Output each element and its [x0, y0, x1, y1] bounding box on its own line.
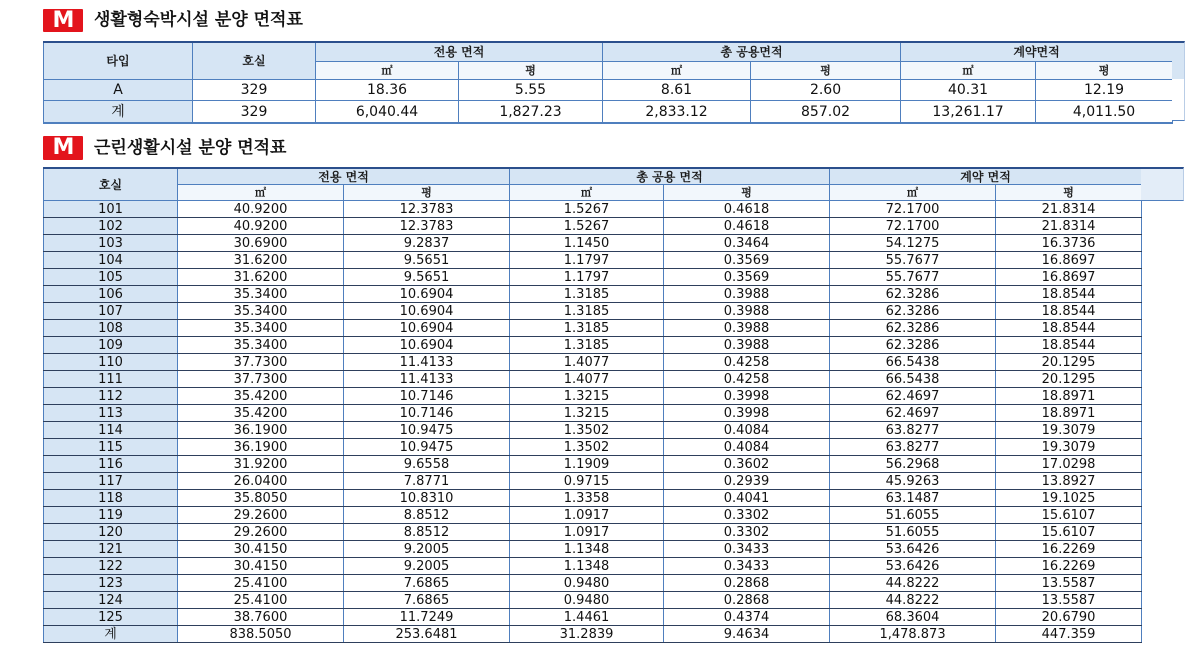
table-row — [44, 286, 1142, 303]
exclusive-pyeong-cell: 11.4133 — [344, 354, 510, 371]
room-cell: 104 — [44, 252, 178, 269]
brand-logo: M — [43, 9, 83, 32]
contract-pyeong-cell: 13.5587 — [996, 575, 1142, 592]
exclusive-pyeong-cell: 10.7146 — [344, 405, 510, 422]
common-m2-cell: 1.0917 — [510, 507, 664, 524]
contract-m2-cell: 63.8277 — [830, 422, 996, 439]
lodging-area-table — [43, 41, 1173, 124]
common-m2-cell: 1.3185 — [510, 286, 664, 303]
contract-m2-cell: 63.1487 — [830, 490, 996, 507]
exclusive-pyeong-cell: 1,827.23 — [459, 101, 603, 124]
header-room: 호실 — [44, 168, 178, 201]
common-pyeong-cell: 0.4258 — [664, 354, 830, 371]
exclusive-pyeong-cell: 9.6558 — [344, 456, 510, 473]
exclusive-m2-cell: 35.3400 — [178, 320, 344, 337]
header-common-area: 총 공용면적 — [603, 42, 901, 62]
exclusive-m2-cell: 35.4200 — [178, 405, 344, 422]
exclusive-m2-cell: 35.3400 — [178, 337, 344, 354]
contract-pyeong-cell: 19.3079 — [996, 422, 1142, 439]
exclusive-m2-cell: 31.6200 — [178, 252, 344, 269]
table-row — [44, 337, 1142, 354]
contract-pyeong-cell: 18.8544 — [996, 303, 1142, 320]
exclusive-m2-cell: 6,040.44 — [316, 101, 459, 124]
contract-pyeong-cell: 16.2269 — [996, 541, 1142, 558]
header-exclusive-area: 전용 면적 — [178, 168, 510, 185]
header-common-area: 총 공용 면적 — [510, 168, 830, 185]
exclusive-pyeong-cell: 7.6865 — [344, 592, 510, 609]
table-row — [44, 80, 1173, 101]
exclusive-m2-cell: 30.6900 — [178, 235, 344, 252]
room-cell: 117 — [44, 473, 178, 490]
exclusive-m2-cell: 25.4100 — [178, 575, 344, 592]
header-unit-pyeong: 평 — [459, 62, 603, 80]
room-count-cell: 329 — [193, 101, 316, 124]
table-row — [44, 507, 1142, 524]
table-row — [44, 354, 1142, 371]
table-row — [44, 626, 1142, 643]
table-row — [44, 592, 1142, 609]
common-pyeong-cell: 0.4618 — [664, 201, 830, 218]
exclusive-pyeong-cell: 9.5651 — [344, 269, 510, 286]
header-unit-pyeong: 평 — [664, 185, 830, 201]
exclusive-pyeong-cell: 9.5651 — [344, 252, 510, 269]
exclusive-pyeong-cell: 11.4133 — [344, 371, 510, 388]
common-m2-cell: 1.1797 — [510, 269, 664, 286]
common-m2-cell: 1.3215 — [510, 405, 664, 422]
contract-pyeong-cell: 13.5587 — [996, 592, 1142, 609]
contract-m2-cell: 68.3604 — [830, 609, 996, 626]
room-cell: 101 — [44, 201, 178, 218]
room-cell: 123 — [44, 575, 178, 592]
common-m2-cell: 1.3185 — [510, 303, 664, 320]
header-unit-m2: ㎡ — [603, 62, 751, 80]
exclusive-pyeong-cell: 9.2005 — [344, 558, 510, 575]
table-row — [44, 371, 1142, 388]
exclusive-m2-cell: 30.4150 — [178, 558, 344, 575]
contract-pyeong-cell: 15.6107 — [996, 507, 1142, 524]
exclusive-m2-cell: 838.5050 — [178, 626, 344, 643]
contract-m2-cell: 51.6055 — [830, 507, 996, 524]
common-m2-cell: 0.9480 — [510, 592, 664, 609]
common-pyeong-cell: 0.3464 — [664, 235, 830, 252]
table-row — [44, 252, 1142, 269]
header-unit-m2: ㎡ — [316, 62, 459, 80]
exclusive-pyeong-cell: 12.3783 — [344, 201, 510, 218]
room-cell: 115 — [44, 439, 178, 456]
room-cell: 102 — [44, 218, 178, 235]
common-pyeong-cell: 0.4618 — [664, 218, 830, 235]
table-row — [44, 490, 1142, 507]
common-pyeong-cell: 0.3988 — [664, 303, 830, 320]
common-m2-cell: 1.4077 — [510, 371, 664, 388]
header-unit-pyeong: 평 — [751, 62, 901, 80]
contract-pyeong-cell: 20.1295 — [996, 371, 1142, 388]
exclusive-m2-cell: 25.4100 — [178, 592, 344, 609]
exclusive-pyeong-cell: 10.8310 — [344, 490, 510, 507]
exclusive-m2-cell: 18.36 — [316, 80, 459, 101]
contract-pyeong-cell: 21.8314 — [996, 218, 1142, 235]
table-row — [44, 320, 1142, 337]
exclusive-m2-cell: 35.3400 — [178, 286, 344, 303]
exclusive-m2-cell: 29.2600 — [178, 524, 344, 541]
common-pyeong-cell: 9.4634 — [664, 626, 830, 643]
common-m2-cell: 8.61 — [603, 80, 751, 101]
common-pyeong-cell: 0.3302 — [664, 507, 830, 524]
common-pyeong-cell: 0.4374 — [664, 609, 830, 626]
contract-pyeong-cell: 16.8697 — [996, 269, 1142, 286]
contract-m2-cell: 72.1700 — [830, 201, 996, 218]
contract-m2-cell: 62.3286 — [830, 303, 996, 320]
common-pyeong-cell: 0.3998 — [664, 405, 830, 422]
contract-m2-cell: 55.7677 — [830, 269, 996, 286]
exclusive-pyeong-cell: 11.7249 — [344, 609, 510, 626]
contract-m2-cell: 1,478.873 — [830, 626, 996, 643]
room-cell: 108 — [44, 320, 178, 337]
room-cell: 121 — [44, 541, 178, 558]
common-m2-cell: 1.3502 — [510, 439, 664, 456]
common-pyeong-cell: 0.2939 — [664, 473, 830, 490]
room-cell: 계 — [44, 626, 178, 643]
header-contract-area: 계약 면적 — [830, 168, 1142, 185]
contract-m2-cell: 55.7677 — [830, 252, 996, 269]
exclusive-m2-cell: 35.3400 — [178, 303, 344, 320]
common-m2-cell: 1.1909 — [510, 456, 664, 473]
common-m2-cell: 2,833.12 — [603, 101, 751, 124]
common-pyeong-cell: 0.3302 — [664, 524, 830, 541]
table-row — [44, 218, 1142, 235]
room-cell: 109 — [44, 337, 178, 354]
room-cell: 116 — [44, 456, 178, 473]
table-row — [44, 609, 1142, 626]
exclusive-pyeong-cell: 10.7146 — [344, 388, 510, 405]
exclusive-pyeong-cell: 10.6904 — [344, 320, 510, 337]
contract-pyeong-cell: 16.2269 — [996, 558, 1142, 575]
table-row — [44, 456, 1142, 473]
common-pyeong-cell: 0.3433 — [664, 541, 830, 558]
common-m2-cell: 1.3185 — [510, 337, 664, 354]
exclusive-m2-cell: 31.9200 — [178, 456, 344, 473]
common-pyeong-cell: 857.02 — [751, 101, 901, 124]
room-cell: 120 — [44, 524, 178, 541]
common-m2-cell: 31.2839 — [510, 626, 664, 643]
table-row — [44, 473, 1142, 490]
exclusive-m2-cell: 40.9200 — [178, 218, 344, 235]
room-cell: 105 — [44, 269, 178, 286]
common-m2-cell: 1.3502 — [510, 422, 664, 439]
room-cell: 113 — [44, 405, 178, 422]
exclusive-pyeong-cell: 10.6904 — [344, 303, 510, 320]
table-row — [44, 235, 1142, 252]
header-room: 호실 — [193, 42, 316, 80]
exclusive-pyeong-cell: 9.2005 — [344, 541, 510, 558]
room-cell: 112 — [44, 388, 178, 405]
table-edge-column — [1141, 167, 1184, 201]
room-cell: 125 — [44, 609, 178, 626]
table-row — [44, 541, 1142, 558]
exclusive-pyeong-cell: 10.9475 — [344, 439, 510, 456]
contract-m2-cell: 13,261.17 — [901, 101, 1036, 124]
exclusive-pyeong-cell: 10.9475 — [344, 422, 510, 439]
common-m2-cell: 1.3358 — [510, 490, 664, 507]
header-unit-pyeong: 평 — [996, 185, 1142, 201]
exclusive-pyeong-cell: 5.55 — [459, 80, 603, 101]
header-exclusive-area: 전용 면적 — [316, 42, 603, 62]
contract-m2-cell: 62.3286 — [830, 337, 996, 354]
section-title-retail: 근린생활시설 분양 면적표 — [94, 138, 287, 158]
table-row — [44, 422, 1142, 439]
table-row — [44, 201, 1142, 218]
contract-pyeong-cell: 18.8544 — [996, 286, 1142, 303]
contract-m2-cell: 54.1275 — [830, 235, 996, 252]
room-cell: 124 — [44, 592, 178, 609]
header-contract-area: 계약면적 — [901, 42, 1173, 62]
common-pyeong-cell: 0.2868 — [664, 592, 830, 609]
header-type: 타입 — [44, 42, 193, 80]
contract-pyeong-cell: 16.8697 — [996, 252, 1142, 269]
contract-pyeong-cell: 12.19 — [1036, 80, 1173, 101]
room-cell: 110 — [44, 354, 178, 371]
room-cell: 107 — [44, 303, 178, 320]
room-cell: 106 — [44, 286, 178, 303]
room-cell: 111 — [44, 371, 178, 388]
exclusive-m2-cell: 29.2600 — [178, 507, 344, 524]
room-count-cell: 329 — [193, 80, 316, 101]
exclusive-pyeong-cell: 8.8512 — [344, 507, 510, 524]
room-cell: 122 — [44, 558, 178, 575]
contract-pyeong-cell: 15.6107 — [996, 524, 1142, 541]
exclusive-pyeong-cell: 12.3783 — [344, 218, 510, 235]
common-pyeong-cell: 0.3602 — [664, 456, 830, 473]
table-row — [44, 101, 1173, 124]
contract-m2-cell: 53.6426 — [830, 558, 996, 575]
common-pyeong-cell: 0.3988 — [664, 320, 830, 337]
exclusive-pyeong-cell: 10.6904 — [344, 337, 510, 354]
contract-m2-cell: 53.6426 — [830, 541, 996, 558]
contract-pyeong-cell: 16.3736 — [996, 235, 1142, 252]
table-row — [44, 558, 1142, 575]
table-row — [44, 388, 1142, 405]
contract-m2-cell: 40.31 — [901, 80, 1036, 101]
contract-m2-cell: 62.4697 — [830, 388, 996, 405]
common-m2-cell: 1.1450 — [510, 235, 664, 252]
room-cell: 114 — [44, 422, 178, 439]
header-unit-m2: ㎡ — [510, 185, 664, 201]
exclusive-m2-cell: 31.6200 — [178, 269, 344, 286]
table-row — [44, 575, 1142, 592]
contract-pyeong-cell: 19.1025 — [996, 490, 1142, 507]
contract-pyeong-cell: 20.6790 — [996, 609, 1142, 626]
header-unit-m2: ㎡ — [178, 185, 344, 201]
contract-m2-cell: 66.5438 — [830, 371, 996, 388]
section-title-lodging: 생활형숙박시설 분양 면적표 — [94, 10, 303, 30]
contract-pyeong-cell: 18.8544 — [996, 320, 1142, 337]
exclusive-pyeong-cell: 7.6865 — [344, 575, 510, 592]
contract-m2-cell: 56.2968 — [830, 456, 996, 473]
common-m2-cell: 1.3185 — [510, 320, 664, 337]
exclusive-pyeong-cell: 8.8512 — [344, 524, 510, 541]
table-row — [44, 405, 1142, 422]
common-m2-cell: 1.0917 — [510, 524, 664, 541]
common-pyeong-cell: 0.4258 — [664, 371, 830, 388]
common-pyeong-cell: 0.3988 — [664, 337, 830, 354]
exclusive-m2-cell: 30.4150 — [178, 541, 344, 558]
contract-m2-cell: 66.5438 — [830, 354, 996, 371]
table-row — [44, 269, 1142, 286]
exclusive-m2-cell: 38.7600 — [178, 609, 344, 626]
contract-m2-cell: 72.1700 — [830, 218, 996, 235]
common-pyeong-cell: 2.60 — [751, 80, 901, 101]
common-m2-cell: 0.9480 — [510, 575, 664, 592]
room-cell: 119 — [44, 507, 178, 524]
contract-pyeong-cell: 13.8927 — [996, 473, 1142, 490]
common-pyeong-cell: 0.3569 — [664, 252, 830, 269]
common-pyeong-cell: 0.3988 — [664, 286, 830, 303]
type-cell: 계 — [44, 101, 193, 124]
common-pyeong-cell: 0.2868 — [664, 575, 830, 592]
exclusive-m2-cell: 37.7300 — [178, 371, 344, 388]
exclusive-m2-cell: 36.1900 — [178, 439, 344, 456]
contract-m2-cell: 44.8222 — [830, 575, 996, 592]
table-edge-column — [1172, 41, 1185, 121]
exclusive-pyeong-cell: 10.6904 — [344, 286, 510, 303]
contract-m2-cell: 62.3286 — [830, 320, 996, 337]
header-unit-m2: ㎡ — [830, 185, 996, 201]
table-row — [44, 524, 1142, 541]
exclusive-m2-cell: 37.7300 — [178, 354, 344, 371]
common-m2-cell: 1.1797 — [510, 252, 664, 269]
contract-pyeong-cell: 18.8971 — [996, 388, 1142, 405]
header-unit-pyeong: 평 — [344, 185, 510, 201]
contract-pyeong-cell: 21.8314 — [996, 201, 1142, 218]
contract-m2-cell: 45.9263 — [830, 473, 996, 490]
common-pyeong-cell: 0.3569 — [664, 269, 830, 286]
contract-pyeong-cell: 18.8971 — [996, 405, 1142, 422]
room-cell: 103 — [44, 235, 178, 252]
common-pyeong-cell: 0.4041 — [664, 490, 830, 507]
common-pyeong-cell: 0.3998 — [664, 388, 830, 405]
common-m2-cell: 1.5267 — [510, 201, 664, 218]
contract-pyeong-cell: 17.0298 — [996, 456, 1142, 473]
contract-pyeong-cell: 19.3079 — [996, 439, 1142, 456]
contract-pyeong-cell: 18.8544 — [996, 337, 1142, 354]
type-cell: A — [44, 80, 193, 101]
common-m2-cell: 1.1348 — [510, 541, 664, 558]
brand-logo: M — [43, 136, 83, 160]
retail-area-table — [43, 167, 1142, 643]
exclusive-m2-cell: 36.1900 — [178, 422, 344, 439]
room-cell: 118 — [44, 490, 178, 507]
common-m2-cell: 1.5267 — [510, 218, 664, 235]
common-m2-cell: 0.9715 — [510, 473, 664, 490]
exclusive-m2-cell: 35.4200 — [178, 388, 344, 405]
contract-pyeong-cell: 20.1295 — [996, 354, 1142, 371]
contract-pyeong-cell: 4,011.50 — [1036, 101, 1173, 124]
exclusive-pyeong-cell: 7.8771 — [344, 473, 510, 490]
header-unit-pyeong: 평 — [1036, 62, 1173, 80]
common-pyeong-cell: 0.3433 — [664, 558, 830, 575]
exclusive-m2-cell: 35.8050 — [178, 490, 344, 507]
exclusive-pyeong-cell: 253.6481 — [344, 626, 510, 643]
common-pyeong-cell: 0.4084 — [664, 439, 830, 456]
exclusive-pyeong-cell: 9.2837 — [344, 235, 510, 252]
common-m2-cell: 1.4461 — [510, 609, 664, 626]
contract-pyeong-cell: 447.359 — [996, 626, 1142, 643]
contract-m2-cell: 62.3286 — [830, 286, 996, 303]
table-row — [44, 303, 1142, 320]
contract-m2-cell: 44.8222 — [830, 592, 996, 609]
contract-m2-cell: 63.8277 — [830, 439, 996, 456]
contract-m2-cell: 62.4697 — [830, 405, 996, 422]
exclusive-m2-cell: 40.9200 — [178, 201, 344, 218]
common-m2-cell: 1.1348 — [510, 558, 664, 575]
header-unit-m2: ㎡ — [901, 62, 1036, 80]
table-row — [44, 439, 1142, 456]
common-pyeong-cell: 0.4084 — [664, 422, 830, 439]
exclusive-m2-cell: 26.0400 — [178, 473, 344, 490]
common-m2-cell: 1.4077 — [510, 354, 664, 371]
contract-m2-cell: 51.6055 — [830, 524, 996, 541]
common-m2-cell: 1.3215 — [510, 388, 664, 405]
